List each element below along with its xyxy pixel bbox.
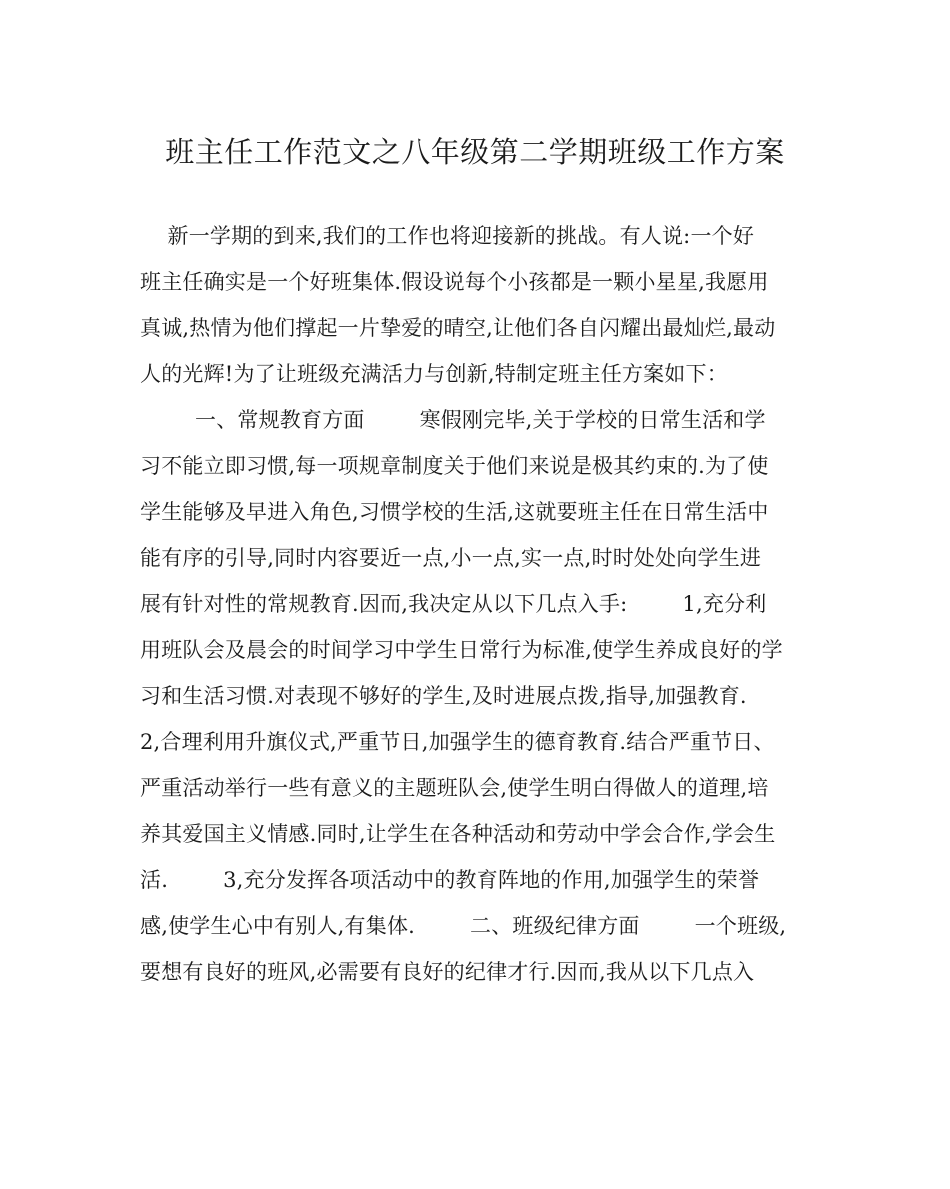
text-line: 新一学期的到来,我们的工作也将迎接新的挑战。有人说:一个好 xyxy=(140,224,755,248)
document-title: 班主任工作范文之八年级第二学期班级工作方案 xyxy=(165,135,785,169)
text-line: 人的光辉!为了让班级充满活力与创新,特制定班主任方案如下： xyxy=(140,362,728,386)
text-line: 活. 3,充分发挥各项活动中的教育阵地的作用,加强学生的荣誉 xyxy=(140,868,760,892)
text-line: 2,合理利用升旗仪式,严重节日,加强学生的德育教育.结合严重节日、 xyxy=(140,730,775,754)
text-line: 班主任确实是一个好班集体.假设说每个小孩都是一颗小星星,我愿用 xyxy=(140,270,769,294)
text-line: 养其爱国主义情感.同时,让学生在各种活动和劳动中学会合作,学会生 xyxy=(140,822,776,846)
text-line: 习和生活习惯.对表现不够好的学生,及时进展点拨,指导,加强教育. xyxy=(140,684,747,708)
text-line: 感,使学生心中有别人,有集体. 二、班级纪律方面 一个班级, xyxy=(140,914,787,938)
text-line: 严重活动举行一些有意义的主题班队会,使学生明白得做人的道理,培 xyxy=(140,776,769,800)
text-line: 要想有良好的班风,必需要有良好的纪律才行.因而,我从以下几点入 xyxy=(140,960,755,984)
text-line: 能有序的引导,同时内容要近一点,小一点,实一点,时时处处向学生进 xyxy=(140,546,762,570)
document-body xyxy=(140,218,820,1000)
text-line: 一、常规教育方面 寒假刚完毕,关于学校的日常生活和学 xyxy=(140,408,766,432)
text-line: 真诚,热情为他们撑起一片挚爱的晴空,让他们各自闪耀出最灿烂,最动 xyxy=(140,316,776,340)
text-line: 用班队会及晨会的时间学习中学生日常行为标准,使学生养成良好的学 xyxy=(140,638,783,662)
text-line: 展有针对性的常规教育.因而,我决定从以下几点入手: 1,充分利 xyxy=(140,592,767,616)
text-line: 学生能够及早进入角色,习惯学校的生活,这就要班主任在日常生活中 xyxy=(140,500,769,524)
text-line: 习不能立即习惯,每一项规章制度关于他们来说是极其约束的.为了使 xyxy=(140,454,769,478)
